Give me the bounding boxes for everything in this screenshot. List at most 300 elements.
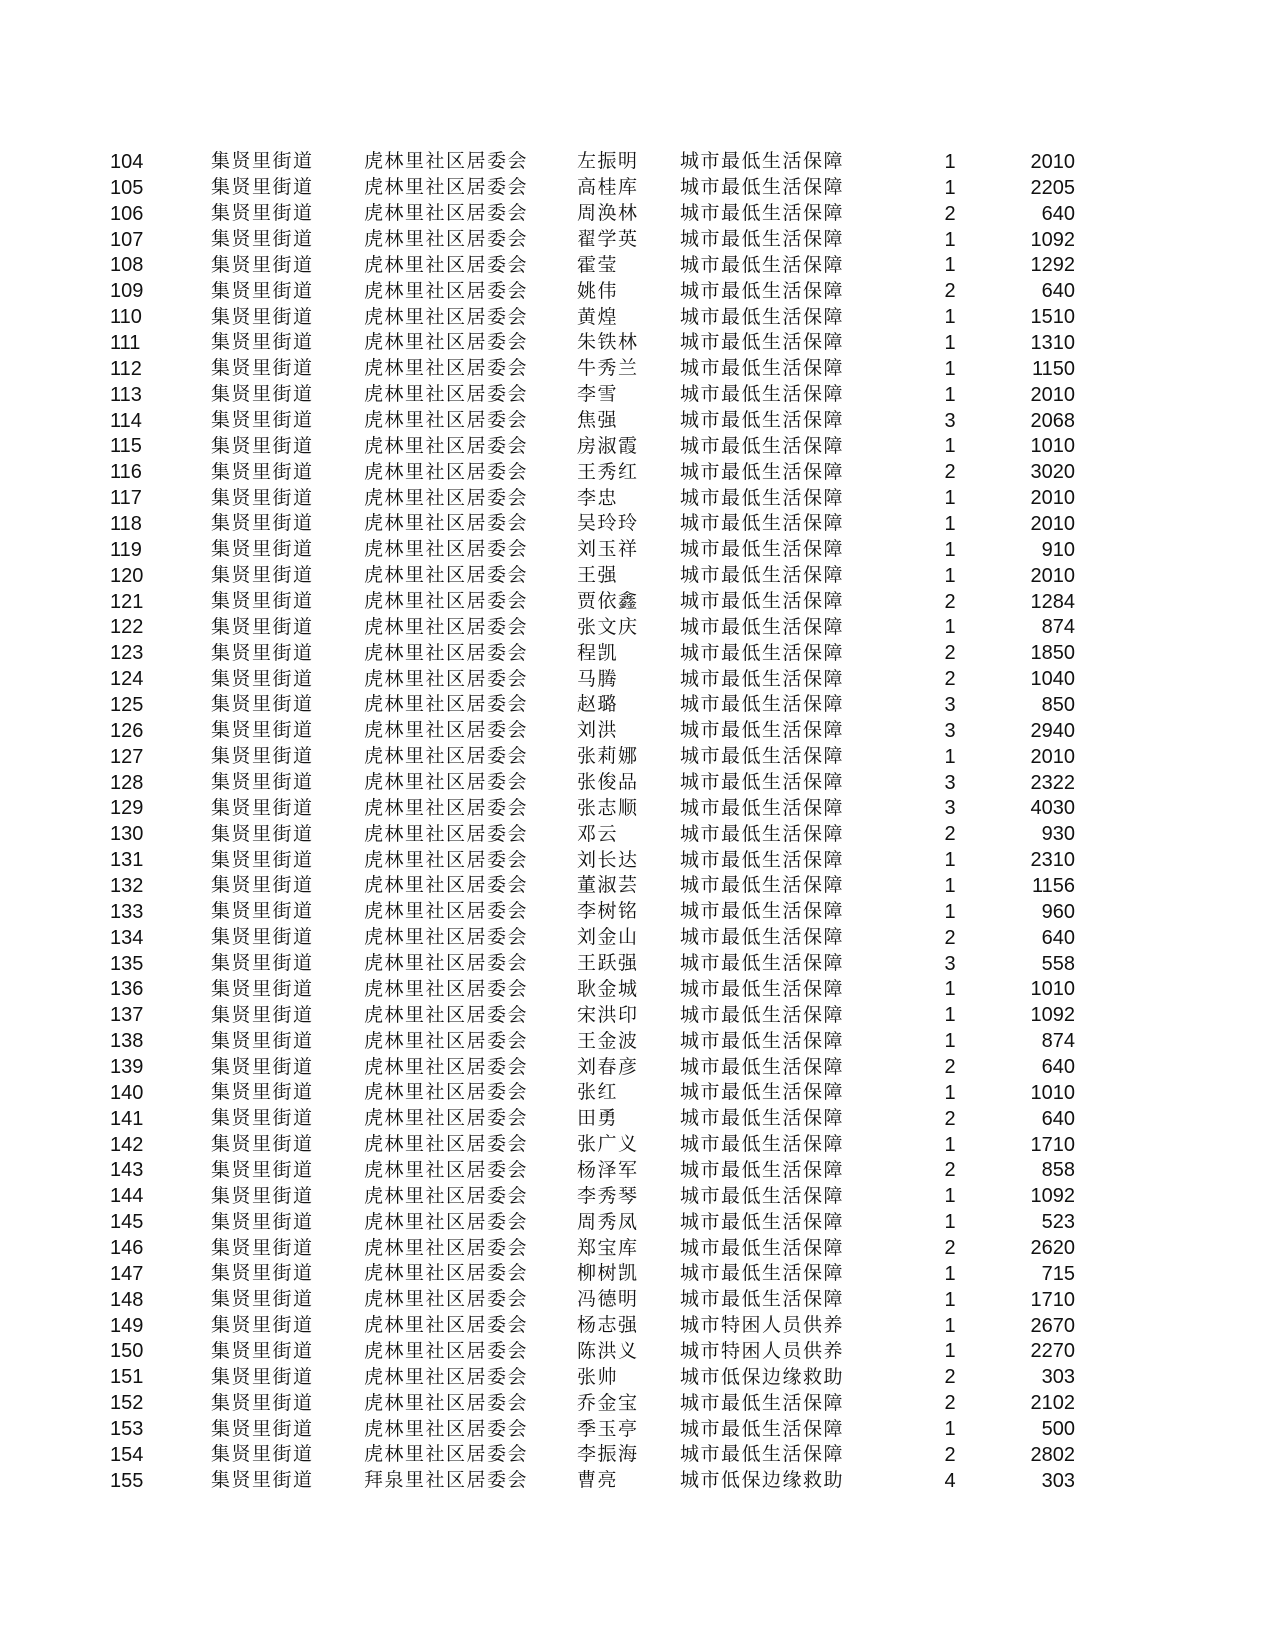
table-row: [110, 640, 1075, 666]
name-cell: 王强: [577, 564, 619, 587]
household-count-cell: 1: [944, 874, 956, 897]
table-row: [110, 1080, 1075, 1106]
community-cell: 虎林里社区居委会: [364, 1133, 529, 1156]
street-cell: 集贤里街道: [211, 693, 314, 716]
name-cell: 左振明: [577, 150, 639, 173]
amount-cell: 2068: [1030, 409, 1075, 432]
table-row: [110, 1468, 1075, 1494]
assistance-type-cell: 城市最低生活保障: [680, 512, 845, 535]
row-number: 122: [110, 616, 144, 639]
household-count-cell: 3: [944, 693, 956, 716]
community-cell: 虎林里社区居委会: [364, 564, 529, 587]
community-cell: 虎林里社区居委会: [364, 305, 529, 328]
name-cell: 杨泽军: [577, 1158, 639, 1181]
street-cell: 集贤里街道: [211, 667, 314, 690]
household-count-cell: 1: [944, 228, 956, 251]
table-row: [110, 1235, 1075, 1261]
street-cell: 集贤里街道: [211, 1236, 314, 1259]
community-cell: 虎林里社区居委会: [364, 1184, 529, 1207]
street-cell: 集贤里街道: [211, 1391, 314, 1414]
name-cell: 黄煌: [577, 305, 619, 328]
assistance-type-cell: 城市最低生活保障: [680, 383, 845, 406]
table-row: [110, 925, 1075, 951]
community-cell: 虎林里社区居委会: [364, 1365, 529, 1388]
row-number: 133: [110, 900, 144, 923]
table-row: [110, 589, 1075, 615]
street-cell: 集贤里街道: [211, 848, 314, 871]
assistance-type-cell: 城市最低生活保障: [680, 564, 845, 587]
table-row: [110, 873, 1075, 899]
community-cell: 虎林里社区居委会: [364, 771, 529, 794]
table-row: [110, 951, 1075, 977]
row-number: 155: [110, 1469, 144, 1492]
street-cell: 集贤里街道: [211, 590, 314, 613]
household-count-cell: 3: [944, 719, 956, 742]
assistance-type-cell: 城市最低生活保障: [680, 719, 845, 742]
community-cell: 虎林里社区居委会: [364, 357, 529, 380]
row-number: 104: [110, 150, 144, 173]
community-cell: 虎林里社区居委会: [364, 486, 529, 509]
street-cell: 集贤里街道: [211, 1158, 314, 1181]
community-cell: 虎林里社区居委会: [364, 1417, 529, 1440]
street-cell: 集贤里街道: [211, 150, 314, 173]
community-cell: 虎林里社区居委会: [364, 719, 529, 742]
assistance-type-cell: 城市最低生活保障: [680, 900, 845, 923]
row-number: 111: [110, 331, 141, 354]
amount-cell: 2670: [1030, 1314, 1075, 1337]
table-row: [110, 1364, 1075, 1390]
row-number: 109: [110, 280, 144, 303]
name-cell: 张俊品: [577, 771, 639, 794]
row-number: 123: [110, 642, 144, 665]
name-cell: 柳树凯: [577, 1262, 639, 1285]
household-count-cell: 3: [944, 409, 956, 432]
table-row: [110, 899, 1075, 925]
assistance-type-cell: 城市最低生活保障: [680, 253, 845, 276]
street-cell: 集贤里街道: [211, 486, 314, 509]
table-row: [110, 1209, 1075, 1235]
table-row: [110, 744, 1075, 770]
household-count-cell: 4: [944, 1469, 956, 1492]
community-cell: 虎林里社区居委会: [364, 693, 529, 716]
street-cell: 集贤里街道: [211, 228, 314, 250]
assistance-type-cell: 城市最低生活保障: [680, 745, 845, 768]
assistance-type-cell: 城市最低生活保障: [680, 874, 845, 897]
table-row: [110, 511, 1075, 537]
amount-cell: 640: [1041, 280, 1075, 303]
row-number: 114: [110, 409, 142, 432]
table-row: [110, 1132, 1075, 1158]
name-cell: 牛秀兰: [577, 357, 639, 380]
street-cell: 集贤里街道: [211, 357, 314, 380]
table-row: [110, 821, 1075, 847]
amount-cell: 523: [1041, 1211, 1075, 1234]
household-count-cell: 2: [944, 668, 956, 691]
assistance-type-cell: 城市最低生活保障: [680, 1288, 845, 1311]
amount-cell: 1310: [1030, 331, 1075, 354]
community-cell: 虎林里社区居委会: [364, 745, 529, 768]
household-count-cell: 1: [944, 1133, 956, 1156]
name-cell: 霍莹: [577, 253, 619, 276]
community-cell: 虎林里社区居委会: [364, 1029, 529, 1052]
street-cell: 集贤里街道: [211, 279, 314, 302]
name-cell: 曹亮: [577, 1469, 619, 1492]
row-number: 144: [110, 1185, 144, 1208]
amount-cell: 1010: [1030, 1081, 1075, 1104]
name-cell: 刘金山: [577, 926, 639, 949]
amount-cell: 2322: [1030, 771, 1075, 794]
amount-cell: 1710: [1030, 1288, 1075, 1311]
table-row: [110, 537, 1075, 563]
household-count-cell: 1: [944, 849, 956, 872]
name-cell: 张帅: [577, 1365, 619, 1388]
assistance-type-cell: 城市最低生活保障: [680, 409, 845, 432]
name-cell: 张文庆: [577, 615, 639, 638]
household-count-cell: 2: [944, 1366, 956, 1389]
household-count-cell: 1: [944, 1262, 956, 1285]
community-cell: 虎林里社区居委会: [364, 460, 529, 483]
household-count-cell: 1: [944, 1288, 956, 1311]
table-row: [110, 614, 1075, 640]
row-number: 140: [110, 1081, 144, 1104]
table-row: [110, 175, 1075, 201]
amount-cell: 303: [1041, 1469, 1075, 1492]
name-cell: 冯德明: [577, 1288, 639, 1311]
table-row: [110, 770, 1075, 796]
table-row: [110, 1261, 1075, 1287]
row-number: 141: [110, 1107, 144, 1130]
amount-cell: 2010: [1030, 383, 1075, 406]
street-cell: 集贤里街道: [211, 564, 314, 587]
amount-cell: 2802: [1030, 1443, 1075, 1466]
row-number: 132: [110, 874, 144, 897]
name-cell: 张莉娜: [577, 745, 639, 768]
street-cell: 集贤里街道: [211, 383, 314, 406]
amount-cell: 2010: [1030, 512, 1075, 535]
name-cell: 刘长达: [577, 848, 639, 871]
table-body: [110, 149, 1075, 1494]
household-count-cell: 1: [944, 150, 956, 173]
name-cell: 赵璐: [577, 693, 619, 716]
assistance-type-cell: 城市最低生活保障: [680, 977, 845, 1000]
street-cell: 集贤里街道: [211, 1133, 314, 1156]
table-row: [110, 252, 1075, 278]
community-cell: 虎林里社区居委会: [364, 202, 529, 225]
table-row: [110, 977, 1075, 1003]
table-row: [110, 201, 1075, 227]
table-row: [110, 1390, 1075, 1416]
household-count-cell: 3: [944, 952, 956, 975]
amount-cell: 1850: [1030, 642, 1075, 665]
community-cell: 虎林里社区居委会: [364, 874, 529, 897]
table-row: [110, 692, 1075, 718]
row-number: 116: [110, 461, 142, 484]
community-cell: 虎林里社区居委会: [364, 1081, 529, 1104]
row-number: 139: [110, 1056, 144, 1078]
community-cell: 虎林里社区居委会: [364, 253, 529, 276]
assistance-type-cell: 城市特困人员供养: [680, 1339, 845, 1362]
assistance-type-cell: 城市最低生活保障: [680, 1184, 845, 1207]
street-cell: 集贤里街道: [211, 305, 314, 328]
table-row: [110, 666, 1075, 692]
community-cell: 虎林里社区居委会: [364, 1107, 529, 1130]
household-count-cell: 1: [944, 176, 956, 199]
name-cell: 周秀凤: [577, 1210, 639, 1233]
street-cell: 集贤里街道: [211, 460, 314, 483]
community-cell: 拜泉里社区居委会: [364, 1469, 529, 1492]
community-cell: 虎林里社区居委会: [364, 409, 529, 432]
assistance-type-cell: 城市最低生活保障: [680, 279, 845, 302]
household-count-cell: 2: [944, 1056, 956, 1078]
community-cell: 虎林里社区居委会: [364, 848, 529, 871]
community-cell: 虎林里社区居委会: [364, 1003, 529, 1026]
household-count-cell: 1: [944, 1030, 956, 1053]
name-cell: 房淑霞: [577, 434, 639, 457]
table-row: [110, 433, 1075, 459]
name-cell: 张志顺: [577, 796, 639, 819]
street-cell: 集贤里街道: [211, 822, 314, 845]
name-cell: 郑宝库: [577, 1236, 639, 1259]
street-cell: 集贤里街道: [211, 1314, 314, 1337]
table-row: [110, 1002, 1075, 1028]
street-cell: 集贤里街道: [211, 1107, 314, 1130]
name-cell: 耿金城: [577, 977, 639, 1000]
name-cell: 邓云: [577, 822, 619, 845]
amount-cell: 1150: [1031, 357, 1075, 380]
assistance-type-cell: 城市最低生活保障: [680, 1055, 845, 1078]
assistance-type-cell: 城市最低生活保障: [680, 305, 845, 328]
name-cell: 陈洪义: [577, 1339, 639, 1362]
name-cell: 焦强: [577, 409, 619, 432]
community-cell: 虎林里社区居委会: [364, 1262, 529, 1285]
table-row: [110, 149, 1075, 175]
amount-cell: 2010: [1030, 745, 1075, 768]
row-number: 153: [110, 1418, 144, 1441]
amount-cell: 640: [1041, 926, 1075, 949]
row-number: 119: [110, 538, 142, 561]
household-count-cell: 1: [944, 357, 956, 380]
table-row: [110, 718, 1075, 744]
row-number: 106: [110, 202, 144, 225]
street-cell: 集贤里街道: [211, 1262, 314, 1285]
table-row: [110, 1416, 1075, 1442]
amount-cell: 2270: [1030, 1340, 1075, 1363]
street-cell: 集贤里街道: [211, 1469, 314, 1492]
table-row: [110, 408, 1075, 434]
name-cell: 姚伟: [577, 279, 619, 302]
household-count-cell: 1: [944, 435, 956, 458]
household-count-cell: 3: [944, 797, 956, 820]
table-row: [110, 227, 1075, 253]
street-cell: 集贤里街道: [211, 952, 314, 975]
community-cell: 虎林里社区居委会: [364, 150, 529, 173]
community-cell: 虎林里社区居委会: [364, 822, 529, 845]
table-row: [110, 330, 1075, 356]
amount-cell: 558: [1041, 952, 1075, 975]
table-row: [110, 1054, 1075, 1080]
household-count-cell: 1: [944, 978, 956, 1001]
household-count-cell: 2: [944, 461, 956, 484]
amount-cell: 640: [1041, 202, 1075, 225]
assistance-type-cell: 城市最低生活保障: [680, 1158, 845, 1181]
name-cell: 贾依鑫: [577, 590, 639, 613]
assistance-type-cell: 城市最低生活保障: [680, 331, 845, 354]
table-row: [110, 795, 1075, 821]
row-number: 115: [110, 435, 142, 458]
street-cell: 集贤里街道: [211, 512, 314, 535]
amount-cell: 640: [1041, 1107, 1075, 1130]
row-number: 131: [110, 849, 144, 872]
assistance-type-cell: 城市最低生活保障: [680, 952, 845, 975]
assistance-type-cell: 城市最低生活保障: [680, 667, 845, 690]
community-cell: 虎林里社区居委会: [364, 926, 529, 949]
assistance-type-cell: 城市最低生活保障: [680, 1262, 845, 1285]
household-count-cell: 1: [944, 538, 956, 561]
amount-cell: 2940: [1030, 719, 1075, 742]
household-count-cell: 1: [944, 254, 956, 277]
row-number: 152: [110, 1392, 144, 1415]
row-number: 108: [110, 254, 144, 277]
street-cell: 集贤里街道: [211, 202, 314, 225]
row-number: 120: [110, 564, 144, 587]
table-row: [110, 1287, 1075, 1313]
street-cell: 集贤里街道: [211, 538, 314, 561]
amount-cell: 640: [1041, 1056, 1075, 1078]
name-cell: 李雪: [577, 383, 619, 406]
community-cell: 虎林里社区居委会: [364, 1443, 529, 1466]
assistance-type-cell: 城市最低生活保障: [680, 150, 845, 173]
amount-cell: 1092: [1030, 1185, 1075, 1208]
street-cell: 集贤里街道: [211, 1003, 314, 1026]
amount-cell: 1156: [1031, 874, 1075, 897]
amount-cell: 858: [1041, 1159, 1075, 1182]
household-count-cell: 2: [944, 1159, 956, 1182]
household-count-cell: 1: [944, 745, 956, 768]
amount-cell: 2310: [1030, 849, 1075, 872]
name-cell: 杨志强: [577, 1314, 639, 1337]
row-number: 117: [110, 487, 142, 510]
community-cell: 虎林里社区居委会: [364, 590, 529, 613]
row-number: 112: [110, 357, 142, 380]
street-cell: 集贤里街道: [211, 1339, 314, 1362]
table-row: [110, 1313, 1075, 1339]
assistance-type-cell: 城市最低生活保障: [680, 1081, 845, 1104]
assistance-type-cell: 城市最低生活保障: [680, 926, 845, 949]
street-cell: 集贤里街道: [211, 719, 314, 742]
household-count-cell: 2: [944, 202, 956, 225]
name-cell: 程凯: [577, 641, 619, 664]
street-cell: 集贤里街道: [211, 253, 314, 276]
community-cell: 虎林里社区居委会: [364, 176, 529, 199]
street-cell: 集贤里街道: [211, 331, 314, 354]
household-count-cell: 2: [944, 1237, 956, 1260]
amount-cell: 4030: [1030, 797, 1075, 820]
name-cell: 刘春彦: [577, 1055, 639, 1078]
amount-cell: 874: [1041, 1030, 1075, 1053]
table-row: [110, 1028, 1075, 1054]
table-row: [110, 1339, 1075, 1365]
amount-cell: 1510: [1030, 306, 1075, 329]
assistance-type-cell: 城市最低生活保障: [680, 1003, 845, 1026]
community-cell: 虎林里社区居委会: [364, 615, 529, 638]
amount-cell: 874: [1041, 616, 1075, 639]
community-cell: 虎林里社区居委会: [364, 512, 529, 535]
street-cell: 集贤里街道: [211, 926, 314, 949]
amount-cell: 1040: [1030, 668, 1075, 691]
row-number: 137: [110, 1004, 144, 1027]
household-count-cell: 2: [944, 590, 956, 613]
table-row: [110, 847, 1075, 873]
assistance-type-cell: 城市最低生活保障: [680, 357, 845, 380]
community-cell: 虎林里社区居委会: [364, 641, 529, 664]
community-cell: 虎林里社区居委会: [364, 538, 529, 561]
household-count-cell: 2: [944, 1443, 956, 1466]
row-number: 149: [110, 1314, 144, 1337]
row-number: 138: [110, 1030, 144, 1053]
row-number: 143: [110, 1159, 144, 1182]
assistance-type-cell: 城市最低生活保障: [680, 1107, 845, 1130]
amount-cell: 715: [1041, 1262, 1075, 1285]
row-number: 151: [110, 1366, 144, 1389]
amount-cell: 1284: [1030, 590, 1075, 613]
row-number: 124: [110, 668, 144, 691]
row-number: 128: [110, 771, 144, 794]
assistance-type-cell: 城市最低生活保障: [680, 538, 845, 561]
household-count-cell: 3: [944, 771, 956, 794]
street-cell: 集贤里街道: [211, 1029, 314, 1052]
row-number: 136: [110, 978, 144, 1001]
community-cell: 虎林里社区居委会: [364, 383, 529, 406]
row-number: 148: [110, 1288, 144, 1311]
street-cell: 集贤里街道: [211, 1210, 314, 1233]
table-row: [110, 278, 1075, 304]
amount-cell: 303: [1041, 1366, 1075, 1389]
amount-cell: 2010: [1030, 487, 1075, 510]
household-count-cell: 1: [944, 1081, 956, 1104]
amount-cell: 850: [1041, 693, 1075, 716]
table-row: [110, 356, 1075, 382]
community-cell: 虎林里社区居委会: [364, 796, 529, 819]
amount-cell: 2010: [1030, 564, 1075, 587]
assistance-type-cell: 城市最低生活保障: [680, 693, 845, 716]
name-cell: 张广义: [577, 1133, 639, 1156]
assistance-type-cell: 城市最低生活保障: [680, 1443, 845, 1466]
street-cell: 集贤里街道: [211, 409, 314, 432]
street-cell: 集贤里街道: [211, 615, 314, 638]
row-number: 134: [110, 926, 144, 949]
household-count-cell: 1: [944, 331, 956, 354]
row-number: 105: [110, 176, 144, 199]
assistance-type-cell: 城市最低生活保障: [680, 1236, 845, 1259]
community-cell: 虎林里社区居委会: [364, 1210, 529, 1233]
assistance-type-cell: 城市最低生活保障: [680, 202, 845, 225]
name-cell: 高桂库: [577, 176, 639, 199]
row-number: 130: [110, 823, 144, 846]
name-cell: 董淑芸: [577, 874, 639, 897]
assistance-type-cell: 城市最低生活保障: [680, 1029, 845, 1052]
table-row: [110, 1158, 1075, 1184]
row-number: 135: [110, 952, 144, 975]
table-row: [110, 304, 1075, 330]
assistance-type-cell: 城市最低生活保障: [680, 848, 845, 871]
row-number: 126: [110, 719, 144, 742]
name-cell: 宋洪印: [577, 1003, 639, 1026]
row-number: 129: [110, 797, 144, 820]
household-count-cell: 2: [944, 823, 956, 846]
name-cell: 朱铁林: [577, 331, 639, 354]
community-cell: 虎林里社区居委会: [364, 952, 529, 975]
household-count-cell: 1: [944, 306, 956, 329]
